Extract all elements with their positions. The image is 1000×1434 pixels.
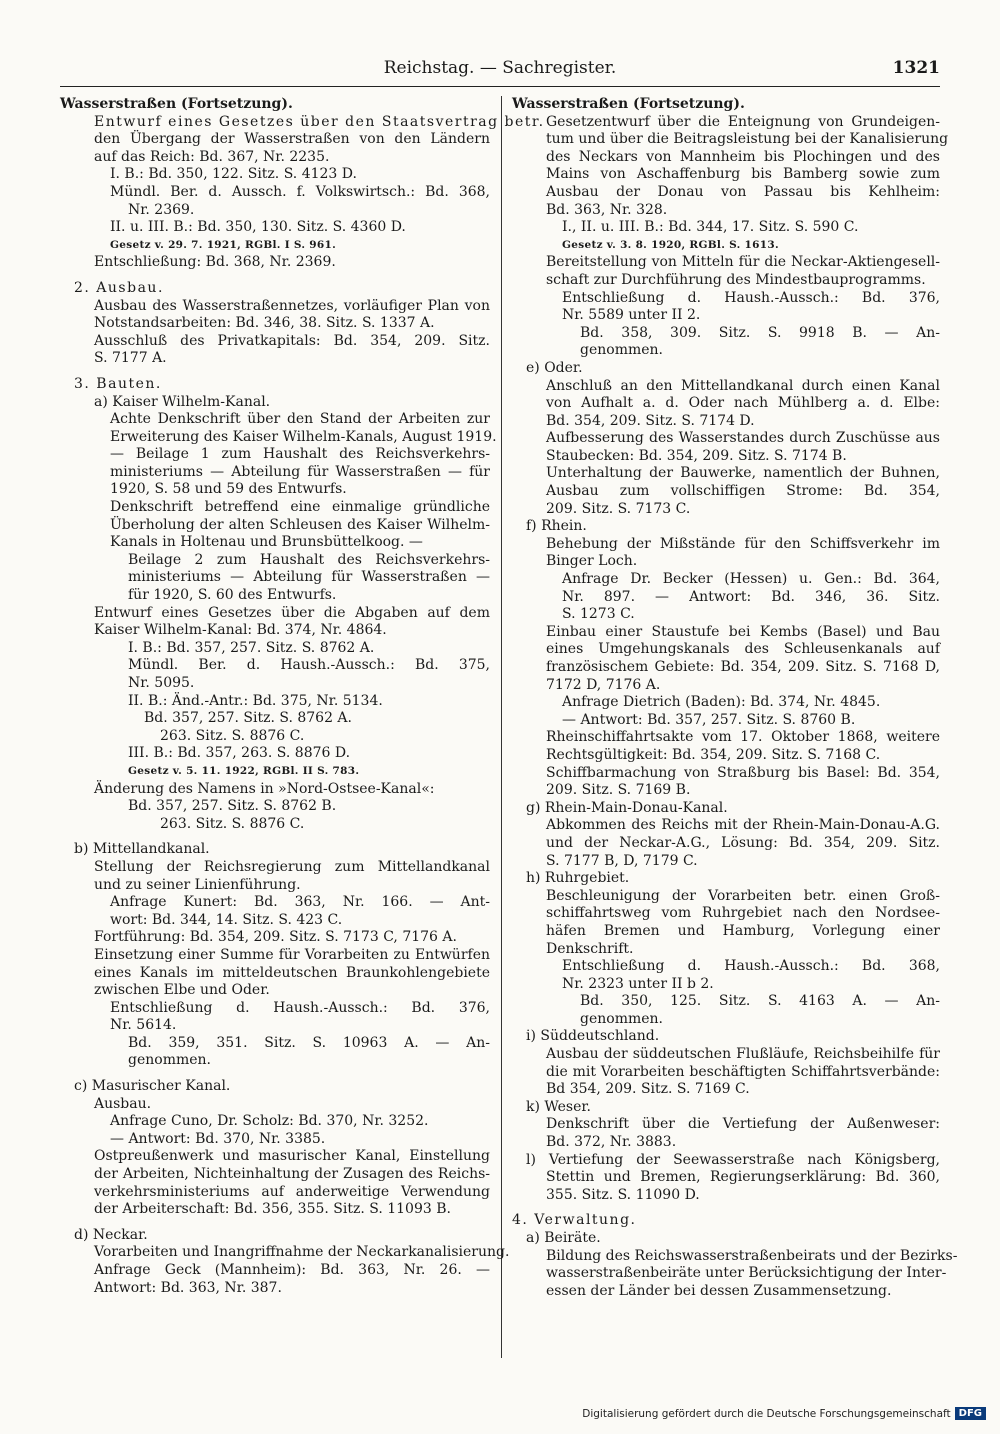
index-line: Beilage 2 zum Haushalt des Reichsverkehrs- [128, 551, 490, 568]
index-line: Anfrage Geck (Mannheim): Bd. 363, Nr. 26. — [94, 1262, 490, 1278]
index-line: häfen Bremen und Hamburg, Vorlegung einer [546, 922, 940, 939]
section-heading: Wasserstraßen (Fortsetzung). [512, 96, 745, 112]
index-line: S. 7177 B, D, 7179 C. [546, 852, 698, 869]
index-line: II. B.: Änd.-Antr.: Bd. 375, Nr. 5134. [128, 692, 383, 709]
index-line: Beschleunigung der Vorarbeiten betr. einen Groß- [546, 887, 940, 904]
index-line: genommen. [580, 342, 663, 359]
spacer [60, 1070, 490, 1078]
index-line: Kaiser Wilhelm-Kanal: Bd. 374, Nr. 4864. [94, 622, 387, 639]
index-line: Ostpreußenwerk und masurischer Kanal, Einstellung [94, 1148, 490, 1165]
index-line: Binger Loch. [546, 553, 638, 570]
index-line: genommen. [580, 1010, 663, 1027]
index-line: c) Masurischer Kanal. [74, 1078, 231, 1095]
index-line: wasserstraßenbeiräte unter Berücksichtigung der Inter- [546, 1265, 947, 1282]
index-line: Nr. 5614. [110, 1017, 177, 1034]
index-line: Denkschrift betreffend eine einmalige gründliche [110, 499, 490, 516]
index-line: Gesetz v. 3. 8. 1920, RGBl. S. 1613. [562, 238, 779, 251]
index-line: und zu seiner Linienführung. [94, 876, 301, 893]
index-line: Fortführung: Bd. 354, 209. Sitz. S. 7173 C, 7176 A. [94, 929, 457, 946]
index-line: der Arbeiten, Nichteinhaltung der Zusagen des Reichs- [94, 1166, 490, 1183]
index-line: 263. Sitz. S. 8876 C. [160, 727, 305, 744]
index-line: Mündl. Ber. d. Aussch. f. Volkswirtsch.: Bd. 368, [110, 183, 490, 200]
index-line: — Beilage 1 zum Haushalt des Reichsverkehrs- [110, 446, 490, 463]
section-heading: Wasserstraßen (Fortsetzung). [60, 96, 293, 112]
index-line: Erweiterung des Kaiser Wilhelm-Kanals, August 1919. [110, 428, 497, 445]
index-line: Bildung des Reichswasserstraßenbeirats und der Bezirks- [546, 1247, 958, 1264]
index-line: I. B.: Bd. 357, 257. Sitz. S. 8762 A. [128, 639, 375, 656]
index-line: Anfrage Kunert: Bd. 363, Nr. 166. — Ant- [110, 894, 490, 911]
index-line: III. B.: Bd. 357, 263. S. 8876 D. [128, 745, 351, 762]
index-line: Anfrage Cuno, Dr. Scholz: Bd. 370, Nr. 3252. [110, 1113, 429, 1130]
index-line: französischem Gebiete: Bd. 354, 209. Sitz. S. 7168 D, [546, 659, 940, 675]
spacer [60, 833, 490, 841]
index-line: 355. Sitz. S. 11090 D. [546, 1186, 700, 1203]
index-line: Einsetzung einer Summe für Vorarbeiten zu Entwürfen [94, 946, 490, 963]
index-line: Entwurf eines Gesetzes über die Abgaben auf dem [94, 604, 490, 621]
index-line: und der Neckar-A.G., Lösung: Bd. 354, 209. Sitz. [546, 834, 940, 851]
column-divider [501, 96, 502, 1358]
index-line: Nr. 5095. [128, 675, 195, 691]
index-line: Bereitstellung von Mitteln für die Neckar-Aktiengesell- [546, 254, 940, 271]
index-line: den Übergang der Wasserstraßen von den Ländern [94, 131, 490, 148]
index-line: Mains von Aschaffenburg bis Bamberg sowie zum [546, 166, 940, 183]
index-line: Gesetzentwurf über die Enteignung von Grundeigen- [546, 113, 940, 130]
index-line: Bd. 357, 257. Sitz. S. 8762 B. [128, 798, 337, 815]
index-line: — Antwort: Bd. 357, 257. Sitz. S. 8760 B. [562, 711, 856, 728]
index-line: I. B.: Bd. 350, 122. Sitz. S. 4123 D. [110, 166, 357, 183]
index-line: Nr. 2369. [128, 201, 195, 218]
spacer [60, 272, 490, 280]
index-line: Ausbau der süddeutschen Flußläufe, Reichsbeihilfe für [546, 1046, 940, 1063]
index-line: Denkschrift über die Vertiefung der Außenweser: [546, 1116, 940, 1133]
index-line: Stettin und Bremen, Regierungserklärung: Bd. 360, [546, 1169, 940, 1186]
page-header [60, 58, 940, 84]
spacer [512, 1204, 940, 1212]
index-line: S. 1273 C. [562, 606, 635, 623]
index-line: Antwort: Bd. 363, Nr. 387. [94, 1279, 282, 1296]
index-line: I., II. u. III. B.: Bd. 344, 17. Sitz. S. 590 C. [562, 219, 859, 236]
index-line: a) Beiräte. [526, 1230, 601, 1246]
index-line: Notstandsarbeiten: Bd. 346, 38. Sitz. S. 1337 A. [94, 315, 435, 332]
index-line: e) Oder. [526, 359, 583, 376]
index-line: ministeriums — Abteilung für Wasserstraßen — für [110, 463, 490, 480]
index-line: wort: Bd. 344, 14. Sitz. S. 423 C. [110, 911, 343, 928]
index-line: genommen. [128, 1052, 211, 1069]
index-line: eines Umgehungskanals des Schleusenkanals auf [546, 641, 940, 658]
index-line: Bd. 363, Nr. 328. [546, 201, 668, 218]
index-line: i) Süddeutschland. [526, 1028, 660, 1045]
index-line: schaft zur Durchführung des Mindestbauprogramms. [546, 271, 926, 288]
index-line: Stellung der Reichsregierung zum Mittellandkanal [94, 858, 490, 875]
index-line: Bd. 354, 209. Sitz. S. 7174 D. [546, 412, 755, 429]
index-line: verkehrsministeriums auf anderweitige Verwendung [94, 1183, 490, 1200]
index-line: Nr. 5589 unter II 2. [562, 307, 701, 324]
index-line: a) Kaiser Wilhelm-Kanal. [94, 393, 271, 410]
index-line: ministeriums — Abteilung für Wasserstraßen — [128, 569, 490, 586]
index-line: f) Rhein. [526, 518, 587, 535]
index-line: 2. Ausbau. [74, 279, 164, 296]
index-line: Nr. 2323 unter II b 2. [562, 975, 714, 992]
index-line: d) Neckar. [74, 1226, 148, 1243]
right-column [512, 96, 958, 1300]
index-line: 4. Verwaltung. [512, 1212, 637, 1229]
index-line: Ausbau. [94, 1095, 152, 1112]
index-line: auf das Reich: Bd. 367, Nr. 2235. [94, 148, 330, 165]
index-line: 263. Sitz. S. 8876 C. [160, 815, 305, 832]
index-line: Behebung der Mißstände für den Schiffsverkehr im [546, 535, 940, 552]
index-line: Achte Denkschrift über den Stand der Arbeiten zur [110, 411, 490, 428]
index-line: Überholung der alten Schleusen des Kaiser Wilhelm- [110, 516, 490, 533]
index-line: Ausbau des Wasserstraßennetzes, vorläufiger Plan von [94, 297, 490, 314]
index-line: Ausbau zum vollschiffigen Strome: Bd. 354, [546, 483, 940, 500]
index-line: Nr. 897. — Antwort: Bd. 346, 36. Sitz. [562, 588, 940, 605]
header-rule [60, 86, 940, 87]
index-line: Entschließung d. Haush.-Aussch.: Bd. 376, [562, 289, 940, 306]
index-line: Unterhaltung der Bauwerke, namentlich der Buhnen, [546, 465, 940, 482]
index-line: Aufbesserung des Wasserstandes durch Zuschüsse aus [546, 430, 940, 447]
index-line: Staubecken: Bd. 354, 209. Sitz. S. 7174 B. [546, 447, 847, 464]
index-line: zwischen Elbe und Oder. [94, 982, 270, 999]
index-line: b) Mittellandkanal. [74, 841, 210, 858]
index-line: Abkommen des Reichs mit der Rhein-Main-Donau-A.G. [546, 817, 940, 834]
index-line: h) Ruhrgebiet. [526, 870, 630, 887]
index-line: Anfrage Dietrich (Baden): Bd. 374, Nr. 4845. [562, 694, 881, 711]
index-line: Anfrage Dr. Becker (Hessen) u. Gen.: Bd. 364, [562, 571, 940, 588]
index-line: Bd. 358, 309. Sitz. S. 9918 B. — An- [580, 324, 940, 341]
index-line: II. u. III. B.: Bd. 350, 130. Sitz. S. 4360 D. [110, 219, 406, 236]
index-line: 209. Sitz. S. 7169 B. [546, 782, 691, 799]
index-line: Anschluß an den Mittellandkanal durch einen Kanal [546, 377, 940, 394]
index-line: 7172 D, 7176 A. [546, 676, 661, 693]
index-line: Einbau einer Staustufe bei Kembs (Basel) und Bau [546, 623, 940, 640]
spacer [60, 1219, 490, 1227]
index-line: Entschließung: Bd. 368, Nr. 2369. [94, 254, 336, 271]
index-line: eines Kanals im mitteldeutschen Braunkohlengebiete [94, 964, 490, 981]
index-line: tum und über die Beitragsleistung bei der Kanalisierung [546, 131, 949, 148]
index-line: Ausschluß des Privatkapitals: Bd. 354, 209. Sitz. [94, 332, 490, 349]
index-line: für 1920, S. 60 des Entwurfs. [128, 587, 337, 604]
index-line: Schiffbarmachung von Straßburg bis Basel: Bd. 354, [546, 764, 940, 781]
index-line: schiffahrtsweg vom Ruhrgebiet nach den Nordsee- [546, 905, 940, 922]
index-line: Bd. 350, 125. Sitz. S. 4163 A. — An- [580, 993, 940, 1010]
index-line: Rechtsgültigkeit: Bd. 354, 209. Sitz. S. 7168 C. [546, 746, 881, 763]
footer-credit: Digitalisierung gefördert durch die Deutsche Forschungsgemeinschaft [582, 1407, 951, 1420]
index-line: essen der Länder bei dessen Zusammensetzung. [546, 1282, 892, 1299]
index-line: Entschließung d. Haush.-Aussch.: Bd. 368, [562, 958, 940, 975]
footer [582, 1407, 986, 1420]
index-line: Kanals in Holtenau und Brunsbüttelkoog. — [110, 534, 423, 551]
index-line: Änderung des Namens in »Nord-Ostsee-Kanal«: [94, 780, 435, 797]
index-line: Entwurf eines Gesetzes über den Staatsvertrag betr. [94, 113, 545, 130]
index-line: der Arbeiterschaft: Bd. 356, 355. Sitz. S. 11093 B. [94, 1201, 451, 1218]
index-line: 209. Sitz. S. 7173 C. [546, 500, 691, 517]
index-line: Bd. 359, 351. Sitz. S. 10963 A. — An- [128, 1034, 490, 1051]
spacer [60, 368, 490, 376]
index-line: Mündl. Ber. d. Haush.-Aussch.: Bd. 375, [128, 657, 490, 674]
index-line: 1920, S. 58 und 59 des Entwurfs. [110, 481, 347, 498]
index-line: k) Weser. [526, 1098, 592, 1115]
index-line: Rheinschiffahrtsakte vom 17. Oktober 1868, weitere [546, 729, 940, 746]
index-line: Bd. 372, Nr. 3883. [546, 1134, 677, 1151]
index-line: Gesetz v. 29. 7. 1921, RGBl. I S. 961. [110, 238, 337, 251]
page-number: 1321 [892, 58, 940, 78]
index-line: von Aufhalt a. d. Oder nach Mühlberg a. d. Elbe: [546, 395, 940, 412]
index-line: Gesetz v. 5. 11. 1922, RGBl. II S. 783. [128, 764, 360, 777]
index-line: Bd 354, 209. Sitz. S. 7169 C. [546, 1081, 750, 1098]
index-line: die mit Vorarbeiten beschäftigten Schiffahrtsverbände: [546, 1063, 940, 1080]
index-line: Denkschrift. [546, 940, 634, 957]
running-title: Reichstag. — Sachregister. [383, 58, 617, 78]
index-line: 3. Bauten. [74, 375, 162, 392]
left-column [60, 96, 545, 1297]
index-line: Vorarbeiten und Inangriffnahme der Neckarkanalisierung. [94, 1244, 510, 1261]
index-line: Ausbau der Donau von Passau bis Kehlheim: [546, 183, 940, 200]
index-line: S. 7177 A. [94, 350, 167, 367]
index-line: — Antwort: Bd. 370, Nr. 3385. [110, 1130, 326, 1147]
dfg-logo: DFG [955, 1407, 986, 1420]
index-line: g) Rhein-Main-Donau-Kanal. [526, 799, 728, 816]
index-line: l) Vertiefung der Seewasserstraße nach Königsberg, [526, 1151, 940, 1168]
index-line: des Neckars von Mannheim bis Plochingen und des [546, 148, 940, 165]
index-line: Entschließung d. Haush.-Aussch.: Bd. 376, [110, 999, 490, 1016]
index-line: Bd. 357, 257. Sitz. S. 8762 A. [144, 710, 352, 727]
